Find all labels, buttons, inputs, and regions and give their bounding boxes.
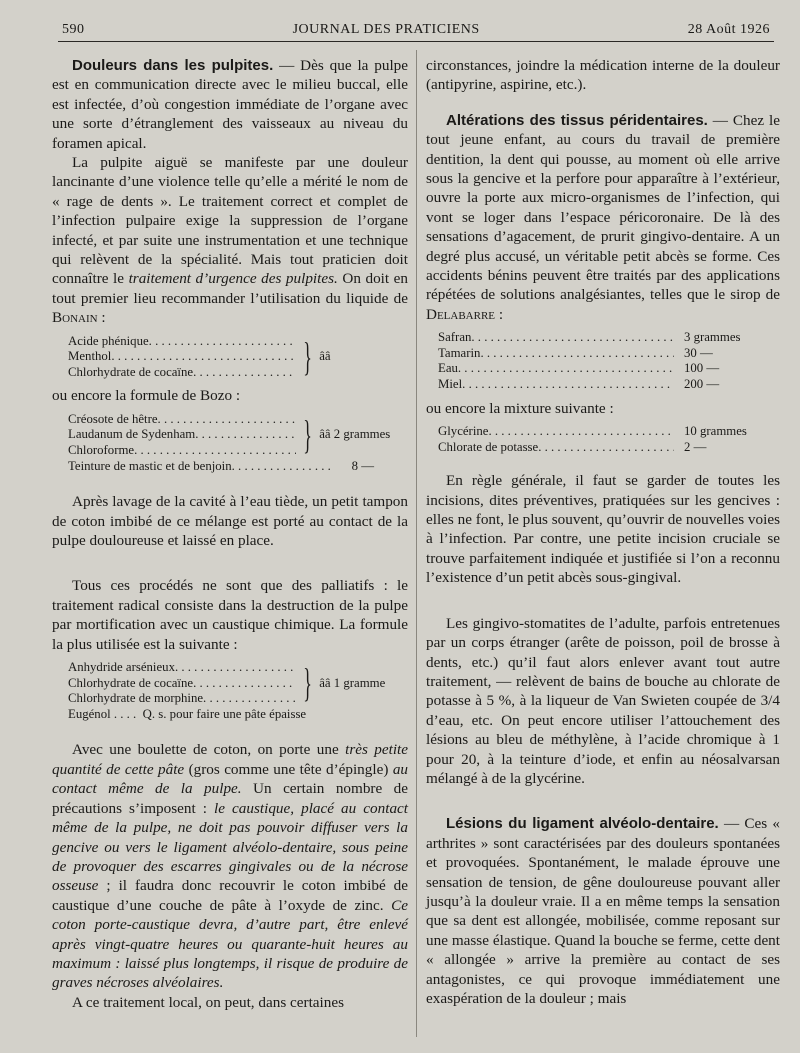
formula-line: Chlorhydrate de cocaïne . . .	[68, 365, 296, 381]
formula-dose: ââ	[319, 349, 331, 364]
issue-date: 28 Août 1926	[687, 22, 770, 37]
paragraph-pulpite-aigue: La pulpite aiguë se manifeste par une douleur lancinante d’une violence telle qu’elle a mérité le nom de « rage de dents ». Le traitement correct et complet de l’infection pulpaire exige la suppression de l’organe infecté, et par suite une instrumentation et une technique qui relèvent de la spécialité. Mais tout praticien doit connaître le traitement d’urgence des pulpites. On doit en tout premier lieu recommander l’utilisation du liquide de Bonain :	[52, 154, 408, 327]
formula-mixture	[438, 424, 776, 455]
left-column	[52, 56, 408, 1012]
formula-caustique	[68, 660, 408, 707]
paragraph-incisions: En règle générale, il faut se garder de toutes les incisions, dites préventives, pratiquées sur les gencives : elles ne font, le plus souvent, qu’ouvrir de nouvelles voies à l’infection. Par contre, une petite incision cruciale se trouve parfaitement indiquée et justifiée si l’on a reconnu l’existence d’un petit abcès sous-gingival.	[426, 472, 780, 587]
brace: }	[303, 412, 312, 458]
formula-bonain	[68, 334, 408, 381]
paragraph-pulpites: Douleurs dans les pulpites. — Dès que la pulpe est en communication directe avec le milieu buccal, elle est infectée, d’où congestion immédiate de l’organe avec une sorte d’étranglement des vaisseaux au niveau du foramen apical.	[52, 57, 409, 152]
paragraph-bozo: ou encore la formule de Bozo :	[52, 387, 241, 405]
section-heading-pulpites: Douleurs dans les pulpites.	[72, 57, 274, 74]
paragraph-mixture: ou encore la mixture suivante :	[426, 399, 614, 417]
column-divider	[416, 50, 417, 1037]
section-heading-ligament: Lésions du ligament alvéolo-dentaire.	[446, 815, 719, 833]
formula-line: Chlorhydrate de morphine . . .	[68, 691, 296, 707]
formula-delabarre	[438, 330, 776, 392]
formula-line: Menthol . . .	[68, 349, 296, 365]
paragraph-lavage: Après lavage de la cavité à l’eau tiède, un petit tampon de coton imbibé de ce mélange est porté au contact de la pulpe douloureuse et laissé en place.	[52, 493, 408, 550]
formula-line: Safran . . . 3 grammes	[438, 330, 776, 346]
paragraph-circonstances: circonstances, joindre la médication interne de la douleur (antipyrine, aspirine, etc.).	[426, 57, 780, 94]
page-number: 590	[62, 22, 85, 37]
formula-line: Créosote de hêtre . . .	[68, 412, 296, 428]
section-heading-peridentaires: Altérations des tissus péridentaires.	[446, 111, 708, 129]
brace: }	[303, 660, 312, 706]
formula-line: Chlorate de potasse . . . 2 —	[438, 440, 776, 456]
formula-line: Tamarin . . . 30 —	[438, 346, 776, 362]
paragraph-peridentaires: Altérations des tissus péridentaires. — Chez le tout jeune enfant, au cours du travail de première dentition, la dent qui pousse, au moment où elle arrive sous la gencive et la perfore pour apparaître à l’extérieur, ouvre la porte aux micro-organismes de l’infection, qui vont se loger dans l’espace péricoronaire. De là des sensations d’agacement, de prurit gingivo-dentaire. A un degré plus accusé, un véritable petit abcès se forme. Ces accidents bénins peuvent être traités par des applications répétées de solutions analgésiantes, telles que le sirop de Delabarre :	[426, 111, 781, 323]
journal-title: JOURNAL DES PRATICIENS	[292, 22, 480, 37]
formula-bozo	[68, 412, 408, 459]
paragraph-boulette: Avec une boulette de coton, on porte une très petite quantité de cette pâte (gros comme une tête d’épingle) au contact même de la pulpe. Un certain nombre de précautions s’imposent : le caustique, placé au contact même de la pulpe, ne doit pas pouvoir diffuser vers la gencive ou vers le ligament alvéolo-dentaire, sous peine de provoquer des escarres gingivales ou de la nécrose osseuse ; il faudra donc recouvrir le coton imbibé de caustique d’une couche de pâte à l’oxyde de zinc. Ce coton porte-caustique devra, d’autre part, être enlevé après vingt-quatre heures ou quarante-huit heures au maximum : laissé plus longtemps, il risque de produire de graves nécroses alvéolaires.	[52, 741, 409, 992]
formula-line: Acide phénique . . .	[68, 334, 296, 350]
formula-line: Chloroforme . . .	[68, 443, 296, 459]
paragraph-stomatites: Les gingivo-stomatites de l’adulte, parfois entretenues par un corps étranger (arête de poisson, poil de brosse à dents, etc.) qu’il faut alors enlever avant tout autre traitement, — relèvent de bains de bouche au chlorate de potasse à 5 %, à la liqueur de Van Swieten coupée de 3/4 d’eau, etc. On peut encore utiliser l’attouchement des lésions au bleu de méthylène, à l’acide chromique à 1 pour 20, à la teinture d’iode, et enfin au néosalvarsan mélangé à de la glycérine.	[426, 614, 780, 787]
right-column	[426, 56, 780, 1008]
formula-line: Laudanum de Sydenham . . .	[68, 427, 296, 443]
formula-line: Chlorhydrate de cocaïne . . .	[68, 676, 296, 692]
formula-line: Eau . . . 100 —	[438, 361, 776, 377]
page-header	[62, 16, 770, 38]
brace: }	[303, 334, 312, 380]
formula-dose: ââ 2 grammes	[319, 427, 391, 442]
formula-line: Miel . . . 200 —	[438, 377, 776, 393]
formula-line: Glycérine . . . 10 grammes	[438, 424, 776, 440]
formula-line: Eugénol . . . . Q. s. pour faire une pâte épaisse	[68, 706, 307, 721]
paragraph-palliatifs: Tous ces procédés ne sont que des palliatifs : le traitement radical consiste dans la destruction de la pulpe par mortification avec un caustique chimique. La formule la plus utilisée est la suivante :	[52, 577, 408, 653]
formula-dose: ââ 1 gramme	[319, 675, 386, 690]
header-rule	[58, 41, 774, 42]
paragraph-traitement-local: A ce traitement local, on peut, dans certaines	[72, 993, 345, 1011]
paragraph-ligament: Lésions du ligament alvéolo-dentaire. — Ces « arthrites » sont caractérisées par des douleurs spontanées et provoquées. Spontanément, le malade éprouve une sensation de tension, de gêne douloureuse pouvant aller jusqu’à la douleur vraie. Il a en même temps la sensation que sa dent est allongée, mobilisée, comme reposant sur une masse élastique. Quand la bouche se ferme, cette dent « allongée » arrive la première au contact de ses antagonistes, ce qui provoque immédiatement une exaspération de la douleur ; mais	[426, 815, 781, 1007]
formula-line: Anhydride arsénieux . . .	[68, 660, 296, 676]
formula-line: Teinture de mastic et de benjoin . . . 8 —	[68, 459, 374, 475]
